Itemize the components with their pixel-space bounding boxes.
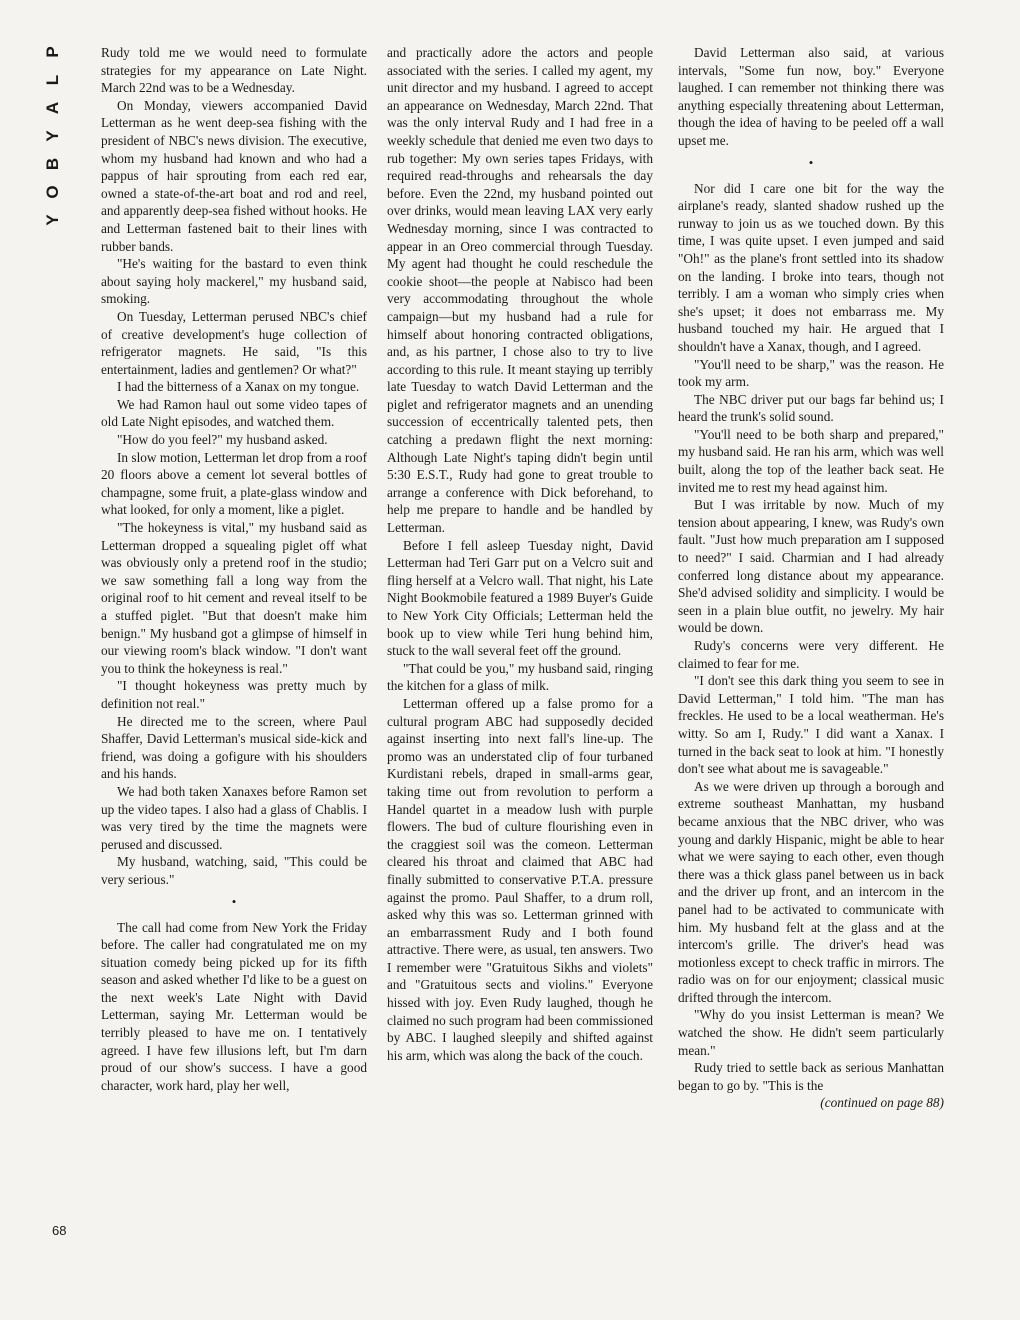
text-column-2 bbox=[387, 44, 653, 1264]
paragraph: "He's waiting for the bastard to even think about saying holy mackerel," my husband said, smoking. bbox=[101, 256, 367, 307]
paragraph: "I don't see this dark thing you seem to see in David Letterman," I told him. "The man has freckles. He used to be a local weatherman. He's witty. So am I, Rudy." I did want a Xanax. I turned in the back seat to look at him. "I honestly don't see what about me is savageable." bbox=[678, 673, 944, 777]
paragraph: "The hokeyness is vital," my husband said as Letterman dropped a squealing piglet off what was obviously only a pretend roof in the studio; we saw something fall a long way from the original roof to hit cement and reveal itself to be a stuffed piglet. "But that doesn't make him benign." My husband got a glimpse of himself in our viewing room's black window. "I don't want you to think the hokeyness is real." bbox=[101, 520, 367, 676]
paragraph: "Why do you insist Letterman is mean? We watched the show. He didn't seem particularly mean." bbox=[678, 1007, 944, 1058]
paragraph: "I thought hokeyness was pretty much by definition not real." bbox=[101, 678, 367, 711]
paragraph: We had both taken Xanaxes before Ramon set up the video tapes. I also had a glass of Chablis. I was very tired by the time the magnets were perused and discussed. bbox=[101, 783, 367, 852]
paragraph: The NBC driver put our bags far behind us; I heard the trunk's solid sound. bbox=[678, 391, 944, 425]
masthead-letter: A bbox=[43, 101, 62, 115]
paragraph: Rudy tried to settle back as serious Manhattan began to go by. "This is the bbox=[678, 1060, 944, 1093]
paragraph: On Monday, viewers accompanied David Letterman as he went deep-sea fishing with the president of NBC's news division. The executive, whom my husband had known and who had a pappus of hair sprouting from each red ear, owned a state-of-the-art boat and rod and reel, and apparently deep-sea fished without hooks. He and Letterman fastened bait to their lines with rubber bands. bbox=[101, 97, 367, 254]
paragraph: "How do you feel?" my husband asked. bbox=[117, 432, 328, 448]
paragraph: David Letterman also said, at various intervals, "Some fun now, boy." Everyone laughed. I can remember not thinking there was anything especially threatening about Letterman, though the idea of having to be peeled off a wall upset me. bbox=[678, 45, 944, 148]
paragraph: On Tuesday, Letterman perused NBC's chief of creative development's huge collection of refrigerator magnets. He said, "Is this entertainment, ladies and gentlemen? Or what?" bbox=[101, 308, 367, 377]
paragraph: He directed me to the screen, where Paul Shaffer, David Letterman's musical side-kick and friend, was doing a gofigure with his shoulders and his hands. bbox=[101, 713, 367, 782]
masthead-letter: O bbox=[43, 185, 62, 199]
paragraph: Letterman offered up a false promo for a cultural program ABC had supposedly decided against inserting into next fall's line-up. The promo was an understated clip of four turbaned Kurdistani rebels, draped in small-arms gear, taking time out from revolution to perform a Handel quartet in a meadow lush with purple flowers. The bud of culture flourishing even in the craggiest soil was the comeon. Letterman cleared his throat and claimed that ABC had finally submitted to conservative P.T.A. pressure against the promo. Paul Shaffer, to a drum roll, asked why this was so. Letterman grinned with an embarrassment Rudy and I both found attractive. There were, as usual, ten answers. Two I remember were "Gratuitous Sikhs and violets" and "Gratuitous sects and violins." Everyone hissed with joy. Even Rudy laughed, though he claimed no such program had been commissioned by ABC. I laughed sleepily and shifted against his arm, which was along the back of the couch. bbox=[387, 695, 653, 1063]
paragraph: We had Ramon haul out some video tapes of old Late Night episodes, and watched them. bbox=[101, 396, 367, 430]
masthead-letter: L bbox=[43, 74, 62, 86]
paragraph: The call had come from New York the Friday before. The caller had congratulated me on my situation comedy being picked up for its fifth season and asked whether I'd like to be a guest on the next week's Late Night with David Letterman, saying Mr. Letterman would be terribly pleased to have me on. I tentatively agreed. I have few illusions left, but I'm darn proud of our show's success. I have a good character, work hard, play her well, bbox=[101, 919, 367, 1093]
paragraph: In slow motion, Letterman let drop from a roof 20 floors above a cement lot several bottles of champagne, some fruit, a plate-glass window and what looked, for only a moment, like a piglet. bbox=[101, 449, 367, 518]
page-number: 68 bbox=[52, 1223, 67, 1238]
masthead-letter: Y bbox=[43, 130, 62, 142]
continued-note: (continued on page 88) bbox=[820, 1095, 944, 1111]
paragraph: My husband, watching, said, "This could be very serious." bbox=[101, 854, 367, 887]
paragraph: Before I fell asleep Tuesday night, David Letterman had Teri Garr put on a Velcro suit and fling herself at a Velcro wall. That night, his Late Night Bookmobile featured a 1989 Buyer's Guide to New York City Officials; Letterman held the book up to view while Teri hung behind him, stuck to the wall several feet off the ground. bbox=[387, 537, 653, 659]
paragraph: "You'll need to be both sharp and prepared," my husband said. He ran his arm, which was well built, along the top of the leather back seat. He invited me to rest my head against him. bbox=[678, 426, 944, 495]
paragraph: Rudy's concerns were very different. He claimed to fear for me. bbox=[678, 638, 944, 671]
masthead-letter: P bbox=[43, 46, 62, 58]
paragraph: As we were driven up through a borough and extreme southeast Manhattan, my husband became anxious that the NBC driver, who was young and darkly Hispanic, might be able to hear what we were saying to each other, even though there was a thick glass panel between us in back and the driver up front, and an intercom in the panel had to be activated to communicate with him. My husband felt at the glass and at the intercom's grille. The driver's head was motionless except to check traffic in mirrors. The radio was on for our enjoyment; classical music drifted through the intercom. bbox=[678, 778, 944, 1005]
section-separator: • bbox=[231, 893, 237, 909]
paragraph: Nor did I care one bit for the way the airplane's ready, slanted shadow rushed up the runway to join us as we touched down. By this time, I was quite upset. I even jumped and said "Oh!" as the plane's front settled into its shadow on the landing. I broke into tears, though not terribly. I am a woman who simply cries when she's upset; it does not embarrass me. My husband touched my hair. He argued that I shouldn't have a Xanax, though, and I agreed. bbox=[678, 180, 944, 354]
paragraph: But I was irritable by now. Much of my tension about appearing, I knew, was Rudy's own fault. "Just how much preparation am I supposed to need?" I said. Charmian and I had already conferred long distance about my appearance. She'd advised solidity and simplicity. I would be seen in a plain blue outfit, no jewelry. My hair would be down. bbox=[678, 497, 944, 636]
playboy-masthead bbox=[40, 38, 66, 234]
paragraph: "That could be you," my husband said, ringing the kitchen for a glass of milk. bbox=[387, 660, 653, 694]
paragraph: Rudy told me we would need to formulate strategies for my appearance on Late Night. March 22nd was to be a Wednesday. bbox=[101, 45, 367, 96]
text-column-1 bbox=[101, 44, 367, 1264]
masthead-letter: B bbox=[43, 157, 62, 171]
paragraph: and practically adore the actors and people associated with the series. I called my agent, my unit director and my husband. I agreed to accept an appearance on Wednesday, March 22nd. That was the only interval Rudy and I had free in a weekly schedule that denied me even two days to rub together: My own series tapes Fridays, with required read-throughs and rehearsals the day before. Even the 22nd, my husband pointed out over drinks, would mean leaving LAX very early Wednesday morning, since I was contracted to appear in an Oreo commercial through Tuesday. My agent had thought he could reschedule the cookie shoot—the people at Nabisco had been very accommodating throughout the whole campaign—but my husband had a rule for himself about honoring contracted obligations, and, as his partner, I chose also to try to live according to this rule. It meant staying up terribly late Tuesday to watch David Letterman and the piglet and refrigerator magnets and an unending succession of eccentrically talented pets, then catching a predawn flight the next morning: Although Late Night's taping didn't begin until 5:30 E.S.T., Rudy had gone to great trouble to arrange a conference with Dick beforehand, to help me prepare to handle and be handled by Letterman. bbox=[387, 45, 653, 536]
masthead-letter: Y bbox=[43, 214, 62, 226]
section-separator: • bbox=[808, 154, 814, 170]
paragraph: I had the bitterness of a Xanax on my tongue. bbox=[117, 379, 360, 395]
text-column-3 bbox=[678, 44, 944, 1264]
paragraph: "You'll need to be sharp," was the reason. He took my arm. bbox=[678, 356, 944, 390]
